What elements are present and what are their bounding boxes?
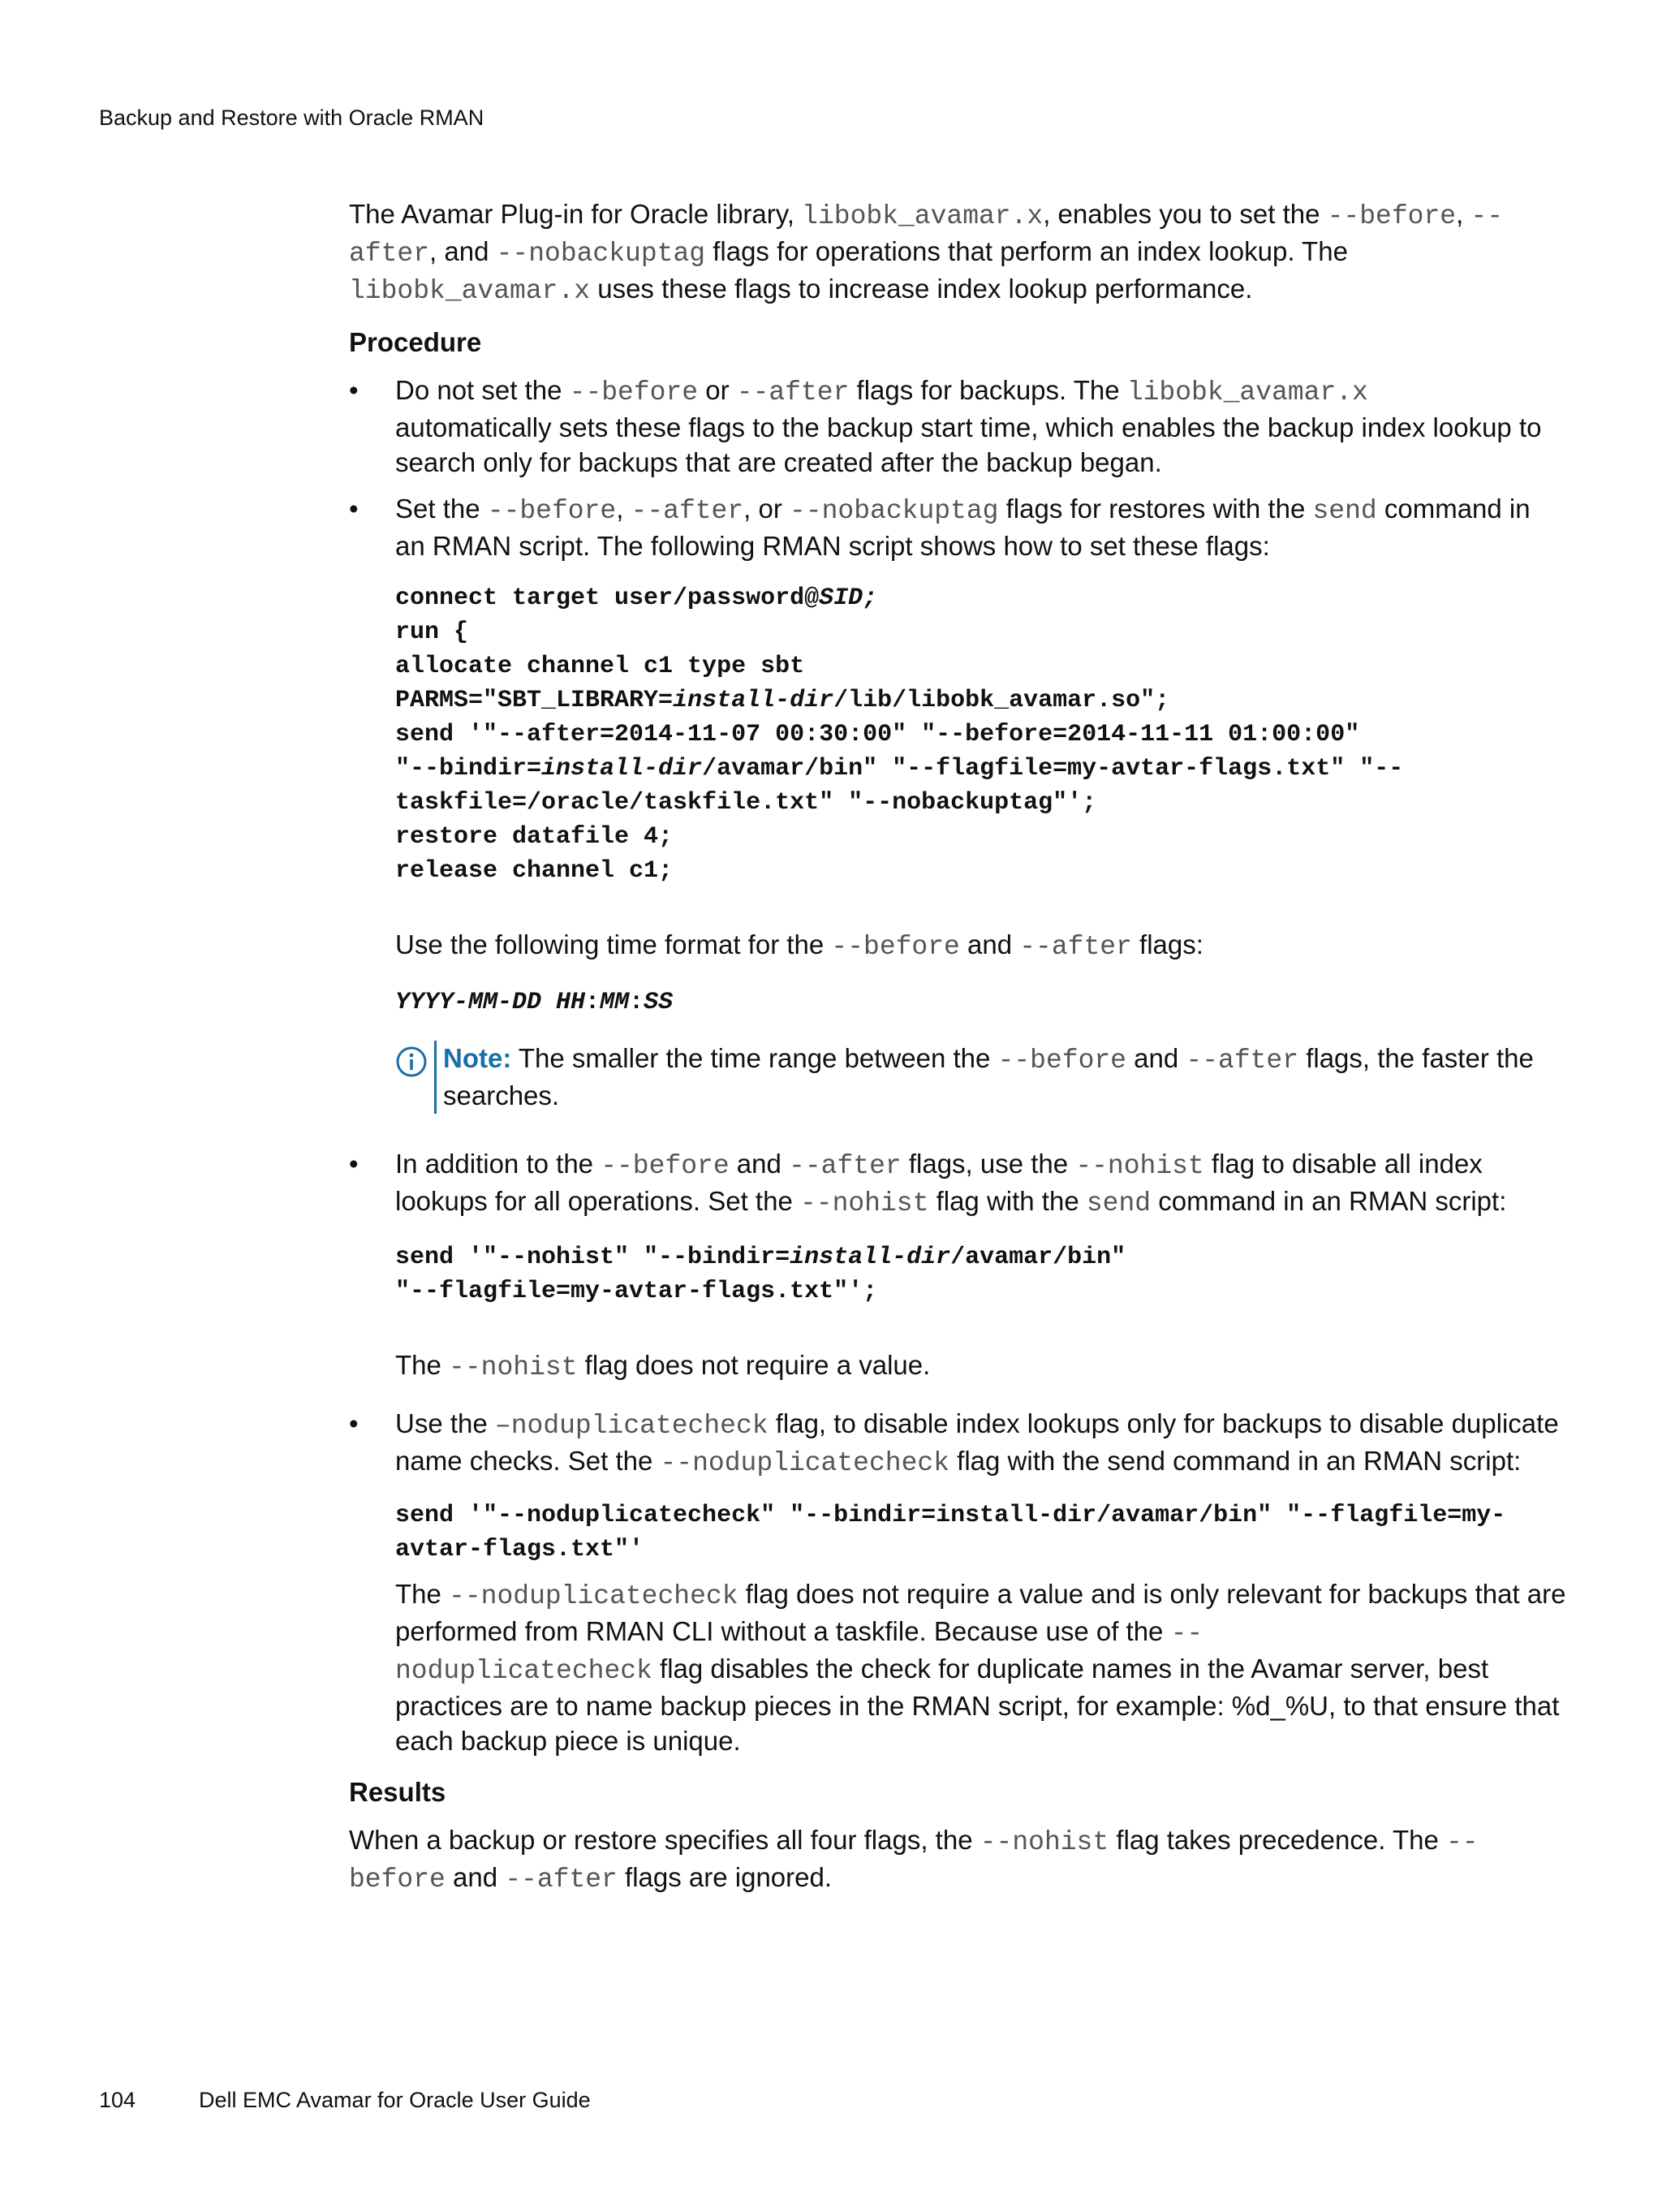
- inline-code: libobk_avamar.x: [349, 276, 591, 306]
- list-item: [349, 373, 1566, 480]
- text: , enables you to set the: [1043, 199, 1328, 229]
- text: command in an RMAN script. The following RMAN script shows how to set these flags:: [395, 494, 1531, 561]
- inline-code: --before: [831, 932, 960, 962]
- bullet-text: [395, 1406, 1566, 1481]
- code-text: send '"--after=2014-11-07 00:30:00" "--before=2014-11-11 01:00:00": [395, 721, 1360, 748]
- text: and: [729, 1149, 790, 1179]
- text: flags are ignored.: [617, 1862, 833, 1892]
- code-text: :: [629, 989, 644, 1016]
- info-circle-icon: [395, 1046, 428, 1078]
- code-text: connect target user/password@: [395, 584, 820, 612]
- code-text: restore datafile 4;: [395, 823, 674, 851]
- text: flag, to disable index lookups only for backups to disable duplicate name checks. Set the: [395, 1408, 1559, 1476]
- text: The: [395, 1350, 450, 1380]
- text: Do not set the: [395, 375, 570, 405]
- inline-code: --after: [505, 1865, 618, 1895]
- code-text: /avamar/bin" "--flagfile=my-avtar-flags.txt" "--: [702, 755, 1404, 783]
- code-text: send '"--nohist" "--bindir=: [395, 1244, 790, 1271]
- code-placeholder: install-dir: [790, 1244, 951, 1271]
- code-placeholder: SID: [819, 584, 863, 612]
- inline-code: --before: [997, 1046, 1126, 1076]
- page-content: [349, 196, 1566, 1897]
- inline-code: --after: [736, 377, 850, 407]
- code-text: :: [585, 989, 601, 1016]
- text: flag does not require a value.: [577, 1350, 931, 1380]
- text: flags for restores with the: [998, 494, 1313, 524]
- text: and: [445, 1862, 506, 1892]
- text: , and: [429, 236, 497, 266]
- code-text: /avamar/bin": [950, 1244, 1126, 1271]
- text: When a backup or restore specifies all four flags, the: [349, 1825, 980, 1855]
- code-placeholder: install-dir: [541, 755, 703, 783]
- code-text: avtar-flags.txt"': [395, 1536, 644, 1563]
- text: flags, the faster the searches.: [443, 1043, 1534, 1110]
- inline-code: --nobackuptag: [496, 239, 706, 269]
- inline-code: --nohist: [1075, 1151, 1204, 1181]
- note-callout: [395, 1041, 1566, 1114]
- results-paragraph: [349, 1822, 1566, 1897]
- code-placeholder: SS: [644, 989, 674, 1016]
- code-text: /lib/libobk_avamar.so";: [833, 687, 1170, 714]
- inline-code: libobk_avamar.x: [802, 201, 1044, 231]
- text: flag to disable all index lookups for all operations. Set the: [395, 1149, 1483, 1216]
- inline-code: --after: [789, 1151, 902, 1181]
- text: The smaller the time range between the: [511, 1043, 998, 1073]
- text: command in an RMAN script:: [1151, 1186, 1507, 1216]
- text: ,: [1456, 199, 1471, 229]
- noduplicatecheck-note: [395, 1576, 1566, 1758]
- intro-paragraph: [349, 196, 1566, 308]
- inline-code: --before: [1327, 201, 1457, 231]
- inline-code: libobk_avamar.x: [1126, 377, 1368, 407]
- procedure-heading: Procedure: [349, 327, 482, 357]
- text: flag with the send command in an RMAN script:: [949, 1446, 1522, 1476]
- time-format-intro: [395, 927, 1566, 964]
- note-label: Note:: [443, 1043, 512, 1073]
- text: flags for operations that perform an index lookup. The: [705, 236, 1348, 266]
- page-number: 104: [99, 2088, 136, 2112]
- note-divider: [434, 1041, 437, 1114]
- code-placeholder: MM: [600, 989, 630, 1016]
- text: flag takes precedence. The: [1109, 1825, 1446, 1855]
- list-item: [349, 1146, 1566, 1385]
- code-text: send '"--noduplicatecheck" "--bindir=install-dir/avamar/bin" "--flagfile=my-: [395, 1502, 1506, 1529]
- inline-code: --noduplicatecheck: [660, 1448, 949, 1478]
- inline-code: --after: [631, 496, 744, 526]
- text: flag with the: [928, 1186, 1087, 1216]
- code-text: taskfile=/oracle/taskfile.txt" "--nobackuptag"';: [395, 789, 1097, 817]
- code-text: "--flagfile=my-avtar-flags.txt"';: [395, 1278, 878, 1305]
- procedure-list: [349, 373, 1566, 1758]
- time-format-code: [395, 985, 1566, 1020]
- code-text: "--bindir=: [395, 755, 542, 783]
- code-text: ;: [863, 584, 878, 612]
- inline-code: --before: [601, 1151, 730, 1181]
- bullet-text: [395, 491, 1566, 563]
- text: flags, use the: [901, 1149, 1076, 1179]
- text: and: [959, 929, 1020, 959]
- text: Set the: [395, 494, 488, 524]
- code-text: run {: [395, 619, 469, 646]
- running-header: Backup and Restore with Oracle RMAN: [99, 106, 484, 130]
- text: automatically sets these flags to the backup start time, which enables the backup index lookup to search only for backups that are created after the backup began.: [395, 412, 1542, 477]
- inline-code: --before: [487, 496, 617, 526]
- noduplicatecheck-code-block: [395, 1498, 1566, 1567]
- bullet-text: [395, 373, 1566, 480]
- code-text: allocate channel c1 type sbt: [395, 653, 805, 680]
- inline-code: after: [349, 239, 430, 269]
- nohist-note: [395, 1347, 1566, 1385]
- note-text: [443, 1041, 1566, 1113]
- text: ,: [616, 494, 631, 524]
- text: flags:: [1131, 929, 1203, 959]
- inline-code: --: [1470, 201, 1504, 231]
- inline-code: before: [349, 1865, 446, 1895]
- text: The: [395, 1579, 450, 1609]
- inline-code: --after: [1019, 932, 1132, 962]
- text: and: [1126, 1043, 1186, 1073]
- inline-code: --nobackuptag: [790, 496, 999, 526]
- footer-doc-title: Dell EMC Avamar for Oracle User Guide: [199, 2088, 591, 2112]
- text: flag does not require a value and is only relevant for backups that are performed from RMAN CLI without a taskfile. Because use of the: [395, 1579, 1566, 1646]
- inline-code: --nohist: [799, 1188, 929, 1218]
- text: The Avamar Plug-in for Oracle library,: [349, 199, 803, 229]
- code-placeholder: YYYY-MM-DD HH: [395, 989, 586, 1016]
- text: uses these flags to increase index lookup performance.: [590, 274, 1253, 304]
- inline-code: noduplicatecheck: [395, 1656, 652, 1686]
- code-text: PARMS="SBT_LIBRARY=: [395, 687, 674, 714]
- text: flag disables the check for duplicate names in the Avamar server, best practices are to name backup pieces in the RMAN script, for example: %d_%U, to that ensure that each backup piece is unique.: [395, 1654, 1560, 1756]
- results-heading: Results: [349, 1777, 446, 1807]
- inline-code: –noduplicatecheck: [494, 1411, 769, 1441]
- inline-code: --nohist: [449, 1352, 578, 1382]
- text: Use the following time format for the: [395, 929, 832, 959]
- list-item: [349, 1406, 1566, 1758]
- code-placeholder: install-dir: [673, 687, 834, 714]
- inline-code: --before: [569, 377, 699, 407]
- text: , or: [743, 494, 790, 524]
- text: In addition to the: [395, 1149, 601, 1179]
- inline-code: --noduplicatecheck: [449, 1581, 738, 1611]
- inline-code: send: [1312, 496, 1377, 526]
- list-item: [349, 491, 1566, 1114]
- inline-code: --nohist: [980, 1827, 1109, 1857]
- text: flags for backups. The: [849, 375, 1127, 405]
- inline-code: --: [1446, 1827, 1479, 1857]
- inline-code: send: [1086, 1188, 1152, 1218]
- text: or: [698, 375, 737, 405]
- nohist-code-block: [395, 1240, 1566, 1309]
- text: Use the: [395, 1408, 495, 1438]
- bullet-text: [395, 1146, 1566, 1221]
- rman-script-code-block: [395, 581, 1566, 888]
- code-text: release channel c1;: [395, 857, 674, 885]
- inline-code: --: [1170, 1619, 1203, 1649]
- inline-code: --after: [1186, 1046, 1299, 1076]
